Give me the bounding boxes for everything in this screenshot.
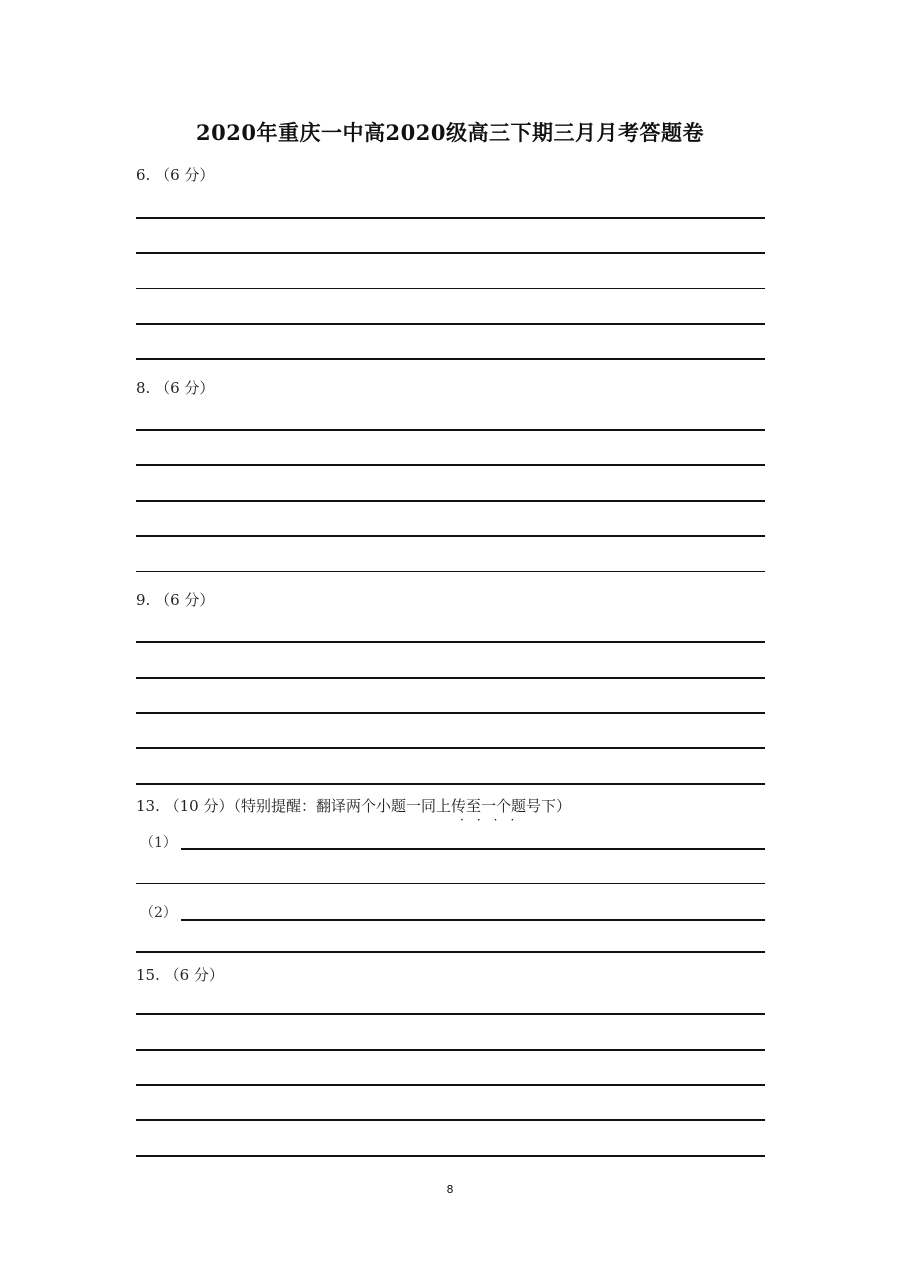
emphasis-dots: ···· (460, 813, 528, 827)
answer-line[interactable] (136, 500, 765, 502)
answer-line[interactable] (136, 358, 765, 360)
question-13-label: 13. （10 分）（特别提醒：翻译两个小题一同上传至一个题号下） (136, 797, 571, 815)
answer-line[interactable] (181, 919, 765, 921)
answer-line[interactable] (136, 1049, 765, 1051)
page-title: 2020年重庆一中高2020级高三下期三月月考答题卷 (196, 120, 704, 145)
answer-line[interactable] (136, 571, 765, 572)
answer-line[interactable] (136, 217, 765, 219)
answer-line[interactable] (136, 1013, 765, 1015)
answer-line[interactable] (136, 641, 765, 643)
answer-line[interactable] (136, 323, 765, 325)
answer-line[interactable] (136, 1119, 765, 1121)
answer-line[interactable] (136, 951, 765, 953)
question-6-label: 6. （6 分） (136, 166, 215, 184)
page-number: 8 (446, 1183, 454, 1196)
question-9-label: 9. （6 分） (136, 591, 215, 609)
question-13-sub2-label: （2） (140, 905, 177, 921)
answer-line[interactable] (181, 848, 765, 850)
answer-line[interactable] (136, 464, 765, 466)
question-15-label: 15. （6 分） (136, 966, 224, 984)
question-13-sub1-label: （1） (140, 835, 177, 851)
question-8-label: 8. （6 分） (136, 379, 215, 397)
answer-line[interactable] (136, 783, 765, 785)
answer-line[interactable] (136, 747, 765, 749)
answer-line[interactable] (136, 712, 765, 714)
answer-line[interactable] (136, 288, 765, 289)
answer-line[interactable] (136, 883, 765, 884)
answer-line[interactable] (136, 1155, 765, 1157)
answer-line[interactable] (136, 677, 765, 679)
answer-line[interactable] (136, 429, 765, 431)
answer-line[interactable] (136, 252, 765, 254)
answer-line[interactable] (136, 535, 765, 537)
answer-line[interactable] (136, 1084, 765, 1086)
